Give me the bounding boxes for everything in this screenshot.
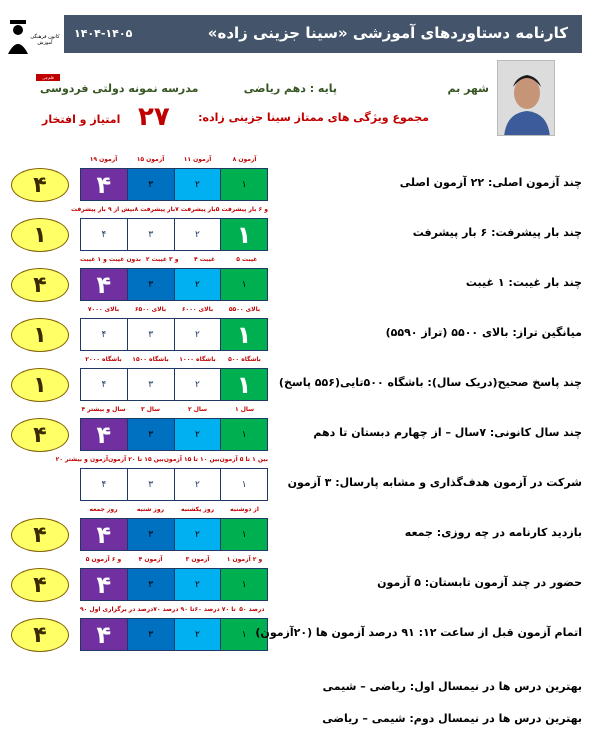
achievement-row xyxy=(0,156,592,212)
threshold-label: ۳ سال xyxy=(140,406,161,413)
threshold-label: ۸ آزمون xyxy=(232,156,257,163)
level-cell: ۴ xyxy=(81,369,127,400)
achievement-row xyxy=(0,556,592,612)
student-photo xyxy=(497,60,555,136)
threshold-label: ۷ بار پیشرفت xyxy=(175,206,216,213)
threshold-label: ۴ غیبت xyxy=(193,256,216,263)
achievement-question: شرکت در آزمون هدف‌گذاری و مشابه پارسال: ۳ آزمون xyxy=(287,476,582,489)
level-grid xyxy=(80,468,268,501)
threshold-label: ۵ و ۶ آزمون xyxy=(85,556,122,563)
best-subjects-second-half: بهترین درس ها در نیمسال دوم: شیمی – ریاضی xyxy=(322,712,582,725)
level-cell: ۴ xyxy=(81,619,127,650)
level-cell: ۲ xyxy=(174,219,221,250)
threshold-labels xyxy=(80,406,268,416)
threshold-label: ۱ و ۲ آزمون xyxy=(226,556,263,563)
threshold-label: ۶۰ تا ۷۰ درصد xyxy=(194,606,236,613)
achievement-row xyxy=(0,606,592,662)
level-cell: ۴ xyxy=(81,219,127,250)
achievement-row xyxy=(0,206,592,262)
threshold-labels xyxy=(80,606,268,616)
level-grid xyxy=(80,568,268,601)
level-grid xyxy=(80,218,268,251)
level-cell: ۴ xyxy=(81,519,127,550)
features-title: مجموع ویژگی های ممتاز سینا جزینی زاده: xyxy=(198,111,429,124)
threshold-label: روز جمعه xyxy=(89,506,118,513)
threshold-label: باشگاه ۵۰۰ xyxy=(228,356,261,363)
threshold-labels xyxy=(80,306,268,316)
threshold-label: بالای ۶۵۰۰ xyxy=(134,306,167,313)
logo-tag: قلم‌چی xyxy=(36,74,60,81)
row-score-circle: ۱ xyxy=(11,218,69,252)
threshold-label: ۷۰ تا ۹۰ درصد xyxy=(153,606,195,613)
threshold-label: ۵۰ درصد xyxy=(239,606,265,613)
row-score-circle: ۴ xyxy=(11,168,69,202)
level-cell: ۲ xyxy=(174,269,221,300)
level-cell: ۱ xyxy=(220,219,267,250)
level-cell: ۳ xyxy=(127,169,174,200)
academic-year: ۱۴۰۴-۱۴۰۵ xyxy=(74,27,133,40)
threshold-label: بین ۱ تا ۵ آزمون xyxy=(219,456,268,463)
level-cell: ۱ xyxy=(220,319,267,350)
achievement-row xyxy=(0,456,592,512)
level-cell: ۴ xyxy=(81,319,127,350)
row-score-circle: ۴ xyxy=(11,418,69,452)
threshold-label: ۲۰ آزمون و بیشتر xyxy=(55,456,109,463)
logo-text: کانون فرهنگی آموزش xyxy=(30,34,60,46)
header-bar xyxy=(64,15,582,53)
level-cell: ۴ xyxy=(81,269,127,300)
level-grid xyxy=(80,618,268,651)
row-score-circle: ۴ xyxy=(11,568,69,602)
threshold-label: ۵ و ۶ بار پیشرفت xyxy=(215,206,268,213)
city-label: شهر بم xyxy=(447,82,489,95)
threshold-labels xyxy=(70,206,268,216)
level-cell: ۱ xyxy=(220,569,267,600)
threshold-labels xyxy=(55,456,268,466)
threshold-label: باشگاه ۱۵۰۰ xyxy=(132,356,169,363)
logo xyxy=(6,14,60,80)
level-grid xyxy=(80,268,268,301)
achievement-question: چند پاسخ صحیح(دریک سال): باشگاه ۵۰۰تایی(۵۵۶ پاسخ) xyxy=(278,376,582,389)
level-cell: ۱ xyxy=(220,419,267,450)
achievement-question: چند سال کانونی: ۷سال – از چهارم دبستان تا دهم xyxy=(313,426,582,439)
threshold-label: بالای ۵۵۰۰ xyxy=(228,306,261,313)
achievement-row xyxy=(0,306,592,362)
best-subjects-first-half: بهترین درس ها در نیمسال اول: ریاضی – شیمی xyxy=(322,680,582,693)
level-cell: ۳ xyxy=(127,469,174,500)
level-cell: ۲ xyxy=(174,469,221,500)
total-score: ۲۷ xyxy=(138,102,170,132)
threshold-label: باشگاه ۲۰۰۰ xyxy=(85,356,122,363)
threshold-label: از دوشنبه xyxy=(230,506,259,513)
threshold-label: روز شنبه xyxy=(136,506,165,513)
achievement-row xyxy=(0,256,592,312)
level-cell: ۲ xyxy=(174,619,221,650)
level-cell: ۴ xyxy=(81,569,127,600)
level-cell: ۲ xyxy=(174,519,221,550)
row-score-circle: ۴ xyxy=(11,618,69,652)
achievement-question: اتمام آزمون قبل از ساعت ۱۲: ۹۱ درصد آزمون ها (۲۰آزمون) xyxy=(255,626,582,639)
row-score-circle: ۴ xyxy=(11,518,69,552)
threshold-labels xyxy=(80,556,268,566)
threshold-label: ۴ سال و بیشتر xyxy=(81,406,126,413)
achievement-question: چند آزمون اصلی: ۲۲ آزمون اصلی xyxy=(399,176,582,189)
level-cell: ۲ xyxy=(174,419,221,450)
level-cell: ۴ xyxy=(81,419,127,450)
threshold-label: ۸ بار پیشرفت xyxy=(134,206,176,213)
level-cell: ۳ xyxy=(127,269,174,300)
level-grid xyxy=(80,368,268,401)
level-cell: ۴ xyxy=(81,169,127,200)
threshold-label: بدون غیبت و ۱ غیبت xyxy=(79,256,142,263)
report-title: کارنامه دستاوردهای آموزشی «سینا جزینی زاده» xyxy=(207,24,568,42)
threshold-label: بین ۱۵ تا ۲۰ آزمون xyxy=(108,456,164,463)
level-cell: ۳ xyxy=(127,369,174,400)
level-cell: ۲ xyxy=(174,319,221,350)
threshold-label: ۱ سال xyxy=(234,406,255,413)
level-cell: ۱ xyxy=(220,269,267,300)
level-cell: ۱ xyxy=(220,519,267,550)
threshold-labels xyxy=(80,356,268,366)
level-cell: ۳ xyxy=(127,569,174,600)
threshold-label: بالای ۷۰۰۰ xyxy=(87,306,120,313)
level-cell: ۳ xyxy=(127,319,174,350)
achievement-question: چند بار پیشرفت: ۶ بار پیشرفت xyxy=(412,226,582,239)
level-grid xyxy=(80,518,268,551)
threshold-label: بین ۱۰ تا ۱۵ آزمون xyxy=(163,456,220,463)
level-cell: ۱ xyxy=(220,469,267,500)
row-score-circle: ۴ xyxy=(11,268,69,302)
level-grid xyxy=(80,418,268,451)
level-cell: ۳ xyxy=(127,519,174,550)
level-cell: ۳ xyxy=(127,619,174,650)
score-label: امتیاز و افتخار xyxy=(42,113,121,126)
threshold-label: بیش از ۹ بار پیشرفت xyxy=(70,206,135,213)
level-grid xyxy=(80,318,268,351)
threshold-label: ۱۹ آزمون xyxy=(89,156,118,163)
level-grid xyxy=(80,168,268,201)
achievement-row xyxy=(0,406,592,462)
achievement-question: چند بار غیبت: ۱ غیبت xyxy=(465,276,582,289)
achievement-question: بازدید کارنامه در چه روزی: جمعه xyxy=(404,526,582,539)
threshold-labels xyxy=(80,506,268,516)
level-cell: ۱ xyxy=(220,619,267,650)
level-cell: ۳ xyxy=(127,219,174,250)
threshold-label: ۲ و ۳ غیبت xyxy=(145,256,179,263)
threshold-label: بالای ۶۰۰۰ xyxy=(181,306,214,313)
achievement-question: حضور در چند آزمون تابستان: ۵ آزمون xyxy=(377,576,582,589)
threshold-label: روز یکشنبه xyxy=(180,506,215,513)
row-score-circle: ۱ xyxy=(11,368,69,402)
achievement-row xyxy=(0,506,592,562)
level-cell: ۳ xyxy=(127,419,174,450)
level-cell: ۲ xyxy=(174,169,221,200)
row-score-circle: ۱ xyxy=(11,318,69,352)
threshold-label: ۵ غیبت xyxy=(236,256,258,263)
threshold-labels xyxy=(80,256,268,266)
threshold-labels xyxy=(80,156,268,166)
threshold-label: باشگاه ۱۰۰۰ xyxy=(179,356,216,363)
threshold-label: ۱۱ آزمون xyxy=(183,156,212,163)
grade-label: پایه : دهم ریاضی xyxy=(243,82,337,95)
threshold-label: ۹۰ درصد در برگزاری اول xyxy=(80,606,154,613)
level-cell: ۲ xyxy=(174,569,221,600)
school-label: مدرسه نمونه دولتی فردوسی xyxy=(40,82,199,95)
threshold-label: ۳ آزمون xyxy=(185,556,210,563)
threshold-label: ۱۵ آزمون xyxy=(136,156,165,163)
level-cell: ۱ xyxy=(220,369,267,400)
achievement-row xyxy=(0,356,592,412)
threshold-label: ۲ سال xyxy=(187,406,208,413)
level-cell: ۱ xyxy=(220,169,267,200)
level-cell: ۲ xyxy=(174,369,221,400)
achievement-question: میانگین تراز: بالای ۵۵۰۰ (تراز ۵۵۹۰) xyxy=(385,326,582,339)
threshold-label: ۴ آزمون xyxy=(138,556,163,563)
level-cell: ۴ xyxy=(81,469,127,500)
